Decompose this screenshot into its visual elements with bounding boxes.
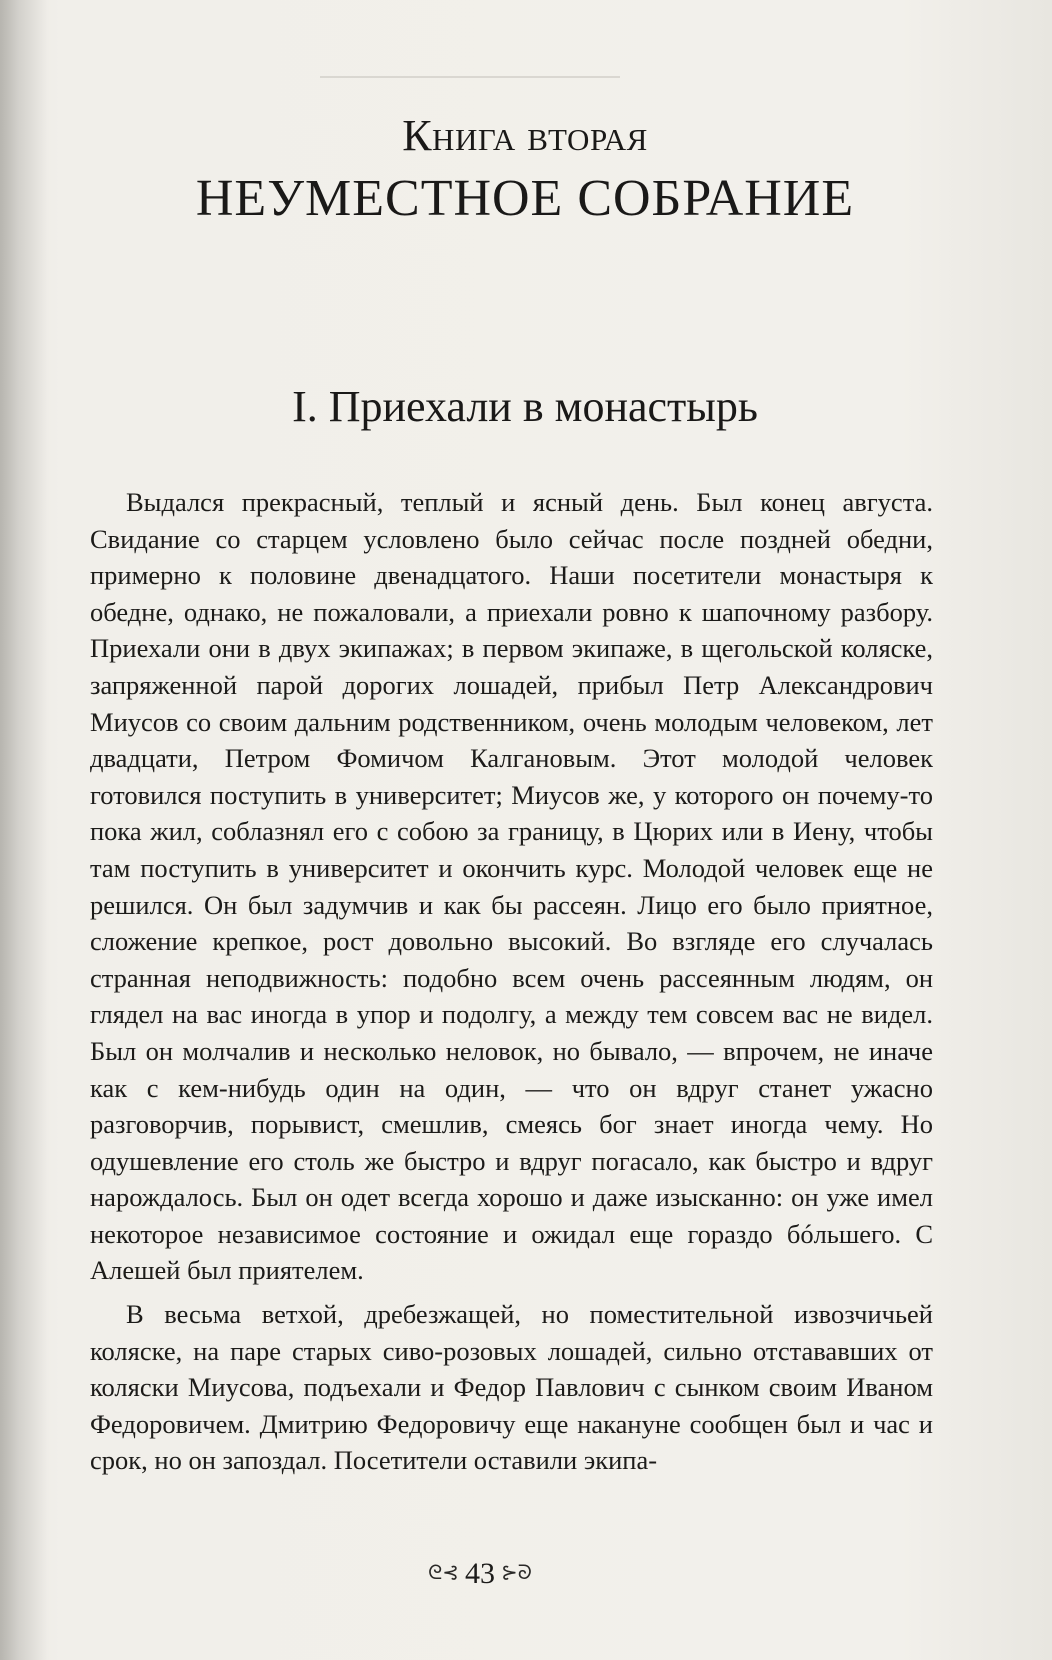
- body-text: [90, 484, 933, 1486]
- page-number: 43: [465, 1557, 495, 1590]
- page-number-folio: [400, 1554, 560, 1594]
- gutter-shadow: [0, 0, 48, 1660]
- paragraph: В весьма ветхой, дребезжащей, но поместительной извозчичьей коляске, на паре старых сиво-розовых лошадей, сильно отстававших от коляски Миусова, подъехали и Федор Павлович с сынком своим Иваном Федоровичем. Дмитрию Федоровичу еще накануне сообщен был и час и срок, но он запоздал. Посетители оставили экипа-: [90, 1299, 933, 1476]
- part-title: НЕУМЕСТНОЕ СОБРАНИЕ: [195, 170, 855, 227]
- ornament-left-icon: ᘓ⊰: [428, 1562, 459, 1585]
- ornament-right-icon: ⊱ᘐ: [501, 1562, 532, 1585]
- paragraph: Выдался прекрасный, теплый и ясный день. Был конец августа. Свидание со старцем условлено было сейчас после поздней обедни, примерно к половине двенадцатого. Наши посетители монастыря к обедне, однако, не пожаловали, а приехали ровно к шапочному разбору. Приехали они в двух экипажах; в первом экипаже, в щегольской коляске, запряженной парой дорогих лошадей, прибыл Петр Александрович Миусов со своим дальним родственником, очень молодым человеком, лет двадцати, Петром Фомичом Калгановым. Этот молодой человек готовился поступить в университет; Миусов же, у которого он почему-то пока жил, соблазнял его с собою за границу, в Цюрих или в Иену, чтобы там поступить в университет и окончить курс. Молодой человек еще не решился. Он был задумчив и как бы рассеян. Лицо его было приятное, сложение крепкое, рост довольно высокий. Во взгляде его случалась странная неподвижность: подобно всем очень рассеянным людям, он глядел на вас иногда в упор и подолгу, а между тем совсем вас не видел. Был он молчалив и несколько неловок, но бывало, — впрочем, не иначе как с кем-нибудь один на один, — что он вдруг станет ужасно разговорчив, порывист, смешлив, смеясь бог знает иногда чему. Но одушевление его столь же быстро и вдруг погасало, как быстро и вдруг нарождалось. Был он одет всегда хорошо и даже изысканно: он уже имел некоторое независимое состояние и ожидал еще гораздо бóльшего. С Алешей был приятелем.: [90, 487, 933, 1286]
- chapter-title: I. Приехали в монастырь: [292, 382, 758, 431]
- book-title: Книга вторая: [402, 111, 648, 160]
- running-head-rule: [320, 76, 620, 78]
